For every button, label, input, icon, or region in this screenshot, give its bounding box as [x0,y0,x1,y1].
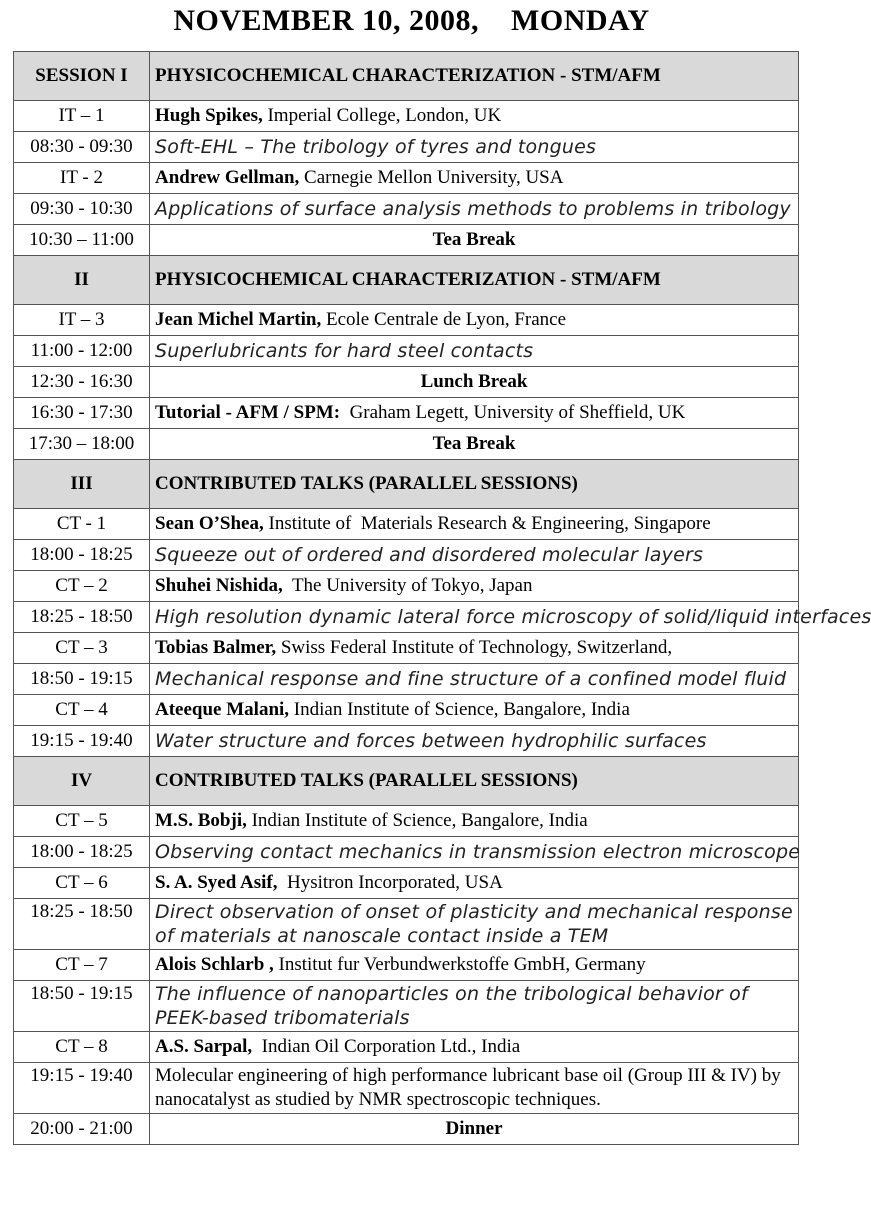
table-row [14,726,799,757]
time-slot: 19:15 - 19:40 [14,726,150,757]
speaker-name: Alois Schlarb , [155,954,274,975]
talk-title: Molecular engineering of high performance lubricant base oil (Group III & IV) by nanocatalyst as studied by NMR spectroscopic techniques. [150,1063,799,1114]
speaker-name: M.S. Bobji, [155,810,247,831]
break-row [14,225,799,256]
speaker-name: Jean Michel Martin, [155,309,322,330]
schedule-body [14,52,871,1145]
time-slot: 18:00 - 18:25 [14,837,150,868]
talk-title: Applications of surface analysis methods to problems in tribology [150,194,799,225]
speaker-affiliation: Swiss Federal Institute of Technology, Switzerland, [276,637,673,658]
speaker-cell [150,509,799,540]
speaker-cell [150,163,799,194]
talk-title: Superlubricants for hard steel contacts [150,336,799,367]
time-slot: 18:50 - 19:15 [14,981,150,1032]
table-row [14,868,799,899]
talk-code: CT – 3 [14,633,150,664]
time-slot: 11:00 - 12:00 [14,336,150,367]
speaker-affiliation: Hysitron Incorporated, USA [277,872,503,893]
time-slot: 12:30 - 16:30 [14,367,150,398]
talk-code: CT – 2 [14,571,150,602]
speaker-cell [150,101,799,132]
table-row [14,695,799,726]
session-label: IV [14,757,150,806]
session-label: SESSION I [14,52,150,101]
speaker-cell [150,398,799,429]
break-label: Lunch Break [150,367,799,398]
speaker-affiliation: Carnegie Mellon University, USA [299,167,564,188]
speaker-name: Hugh Spikes, [155,105,263,126]
break-row [14,367,799,398]
speaker-cell [150,571,799,602]
speaker-affiliation: Graham Legett, University of Sheffield, UK [340,402,686,423]
speaker-name: Shuhei Nishida, [155,575,283,596]
time-slot: 19:15 - 19:40 [14,1063,150,1114]
table-row [14,1063,799,1114]
time-slot: 18:25 - 18:50 [14,602,150,633]
speaker-affiliation: Indian Oil Corporation Ltd., India [252,1036,521,1057]
speaker-name: Ateeque Malani, [155,699,290,720]
session-header-row [14,460,799,509]
table-row [14,509,799,540]
speaker-affiliation: Ecole Centrale de Lyon, France [321,309,567,330]
session-label: III [14,460,150,509]
talk-code: CT – 8 [14,1032,150,1063]
speaker-cell [150,305,799,336]
table-row [14,899,799,950]
session-label: II [14,256,150,305]
talk-code: CT – 5 [14,806,150,837]
table-row [14,336,799,367]
speaker-cell [150,633,799,664]
time-slot: 10:30 – 11:00 [14,225,150,256]
talk-title: Water structure and forces between hydrophilic surfaces [150,726,799,757]
time-slot: 18:25 - 18:50 [14,899,150,950]
time-slot: 08:30 - 09:30 [14,132,150,163]
table-row [14,602,799,633]
speaker-affiliation: Institut fur Verbundwerkstoffe GmbH, Germany [273,954,646,975]
speaker-name: S. A. Syed Asif, [155,872,278,893]
break-label: Tea Break [150,225,799,256]
time-slot: 18:00 - 18:25 [14,540,150,571]
talk-code: IT - 2 [14,163,150,194]
speaker-affiliation: Indian Institute of Science, Bangalore, India [246,810,588,831]
break-row [14,429,799,460]
speaker-cell [150,806,799,837]
speaker-name: Sean O’Shea, [155,513,264,534]
speaker-affiliation: The University of Tokyo, Japan [282,575,533,596]
session-title: PHYSICOCHEMICAL CHARACTERIZATION - STM/AFM [150,256,799,305]
speaker-name: Andrew Gellman, [155,167,300,188]
time-slot: 20:00 - 21:00 [14,1114,150,1145]
table-row [14,664,799,695]
table-row [14,981,799,1032]
time-slot: 17:30 – 18:00 [14,429,150,460]
talk-code: IT – 3 [14,305,150,336]
session-title: CONTRIBUTED TALKS (PARALLEL SESSIONS) [150,460,799,509]
page-title: NOVEMBER 10, 2008, MONDAY [173,4,650,37]
talk-title: Soft-EHL – The tribology of tyres and tongues [150,132,799,163]
table-row [14,950,799,981]
talk-code: IT – 1 [14,101,150,132]
table-row [14,305,799,336]
table-row [14,1032,799,1063]
talk-code: CT – 4 [14,695,150,726]
break-label: Tea Break [150,429,799,460]
speaker-cell [150,1032,799,1063]
table-row [14,194,799,225]
speaker-affiliation: Indian Institute of Science, Bangalore, India [289,699,630,720]
table-row [14,163,799,194]
table-row [14,101,799,132]
speaker-affiliation: Imperial College, London, UK [262,105,502,126]
speaker-cell [150,950,799,981]
session-title: PHYSICOCHEMICAL CHARACTERIZATION - STM/AFM [150,52,799,101]
speaker-affiliation: Institute of Materials Research & Engineering, Singapore [263,513,711,534]
session-header-row [14,757,799,806]
talk-title: High resolution dynamic lateral force microscopy of solid/liquid interfaces [150,602,799,633]
table-row [14,633,799,664]
table-row [14,806,799,837]
talk-title: The influence of nanoparticles on the tribological behavior of PEEK-based tribomaterials [150,981,799,1032]
talk-title: Direct observation of onset of plasticity and mechanical response of materials at nanoscale contact inside a TEM [150,899,799,950]
table-row [14,571,799,602]
time-slot: 16:30 - 17:30 [14,398,150,429]
session-title: CONTRIBUTED TALKS (PARALLEL SESSIONS) [150,757,799,806]
session-header-row [14,52,799,101]
speaker-name: A.S. Sarpal, [155,1036,253,1057]
session-header-row [14,256,799,305]
talk-title: Squeeze out of ordered and disordered molecular layers [150,540,799,571]
table-row [14,837,799,868]
speaker-name: Tobias Balmer, [155,637,277,658]
speaker-name: Tutorial - AFM / SPM: [155,402,341,423]
time-slot: 18:50 - 19:15 [14,664,150,695]
break-label: Dinner [150,1114,799,1145]
talk-code: CT – 7 [14,950,150,981]
speaker-cell [150,868,799,899]
table-row [14,540,799,571]
talk-title: Mechanical response and fine structure of a confined model fluid [150,664,799,695]
table-row [14,398,799,429]
talk-code: CT – 6 [14,868,150,899]
talk-title: Observing contact mechanics in transmission electron microscope [150,837,799,868]
time-slot: 09:30 - 10:30 [14,194,150,225]
break-row [14,1114,799,1145]
speaker-cell [150,695,799,726]
table-row [14,132,799,163]
schedule-table [13,51,871,1145]
talk-code: CT - 1 [14,509,150,540]
